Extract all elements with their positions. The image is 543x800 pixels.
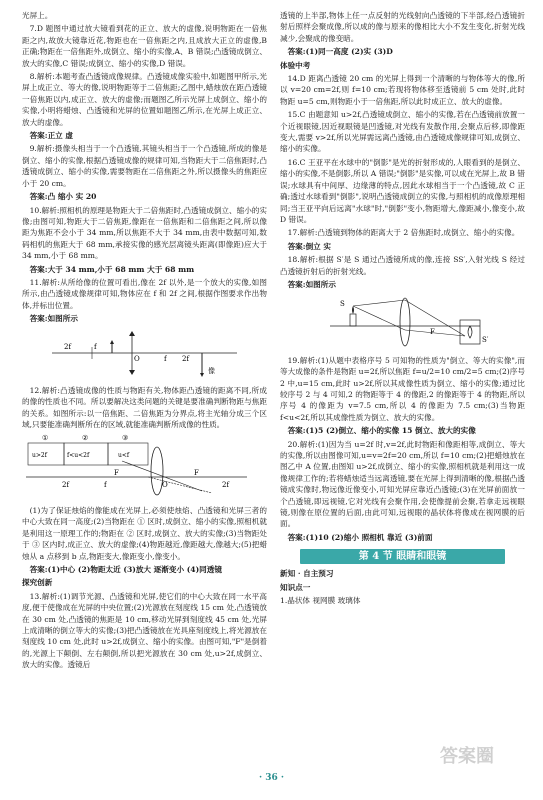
answer-17-result: 答案:倒立 实	[287, 241, 332, 251]
lens-figure-2	[22, 433, 267, 502]
answer-17: 17.解析:凸透镜到物体的距离大于 2 倍焦距时,成倒立、缩小的实像。	[287, 228, 520, 238]
label-f-left: f	[94, 342, 97, 351]
axis-f-left: f	[104, 480, 107, 489]
knowledge-point-heading: 知识点一	[280, 582, 311, 592]
lens-diagram-1	[22, 327, 267, 379]
axis-F-right: F	[194, 468, 199, 477]
answer-8: 8.解析:本题考查凸透镜成像规律。凸透镜成像实验中,如题图甲所示,光屏上成正立、等大的像,说明物距等于二倍焦距;乙图中,蜡烛放在距凸透镜一倍焦距以内,成正立、放大的虚像;而题图乙所示光屏上成倒立、缩小的实像,小明将蜡烛、凸透镜和光屏的位置如题图乙所示,在光屏上成正立、放大的虚像。	[22, 72, 267, 127]
page-number: · 36 ·	[258, 773, 285, 783]
answer-18-result: 答案:如图所示	[287, 279, 336, 289]
region-1-label: ①	[42, 433, 49, 442]
answer-13-result: 答案:(1)同一高度 (2)实 (3)D	[287, 47, 393, 57]
paragraph: 光屏上。	[22, 11, 53, 20]
answer-20: 20.解析:(1)因为当 u=2f 时,v=2f,此时物距和像距相等,成倒立、等大的实像,所以由图像可知,u=v=2f=20 cm,所以 f=10 cm;(2)把蜡烛放在图乙中 A 位置,由图知 u>2f,成倒立、缩小的实像,照相机就是利用这一成像规律工作的;若将蜡烛适当远离透镜,要在光屏上得到清晰的像,根据凸透镜成实像时,物远像近像变小,可知光屏应靠近凸透镜;(3)在光屏前面放一个凸透镜,即远视镜,它对光线有会聚作用,会使像提前会聚,若拿走远视眼镜,则像在原位置的后面,由此可知,远视眼的晶状体将像成在视网膜的后面。	[280, 439, 525, 529]
paragraph: 透镜的上半部,物体上任一点反射的光线射向凸透镜的下半部,经凸透镜折射后照样会聚成像,所以成的像与原来的像相比大小不发生变化,折射光线减少,会聚成的像变暗。	[280, 11, 525, 43]
label-f-right: f	[164, 354, 167, 363]
answer-7: 7.D 题图中通过放大镜看到花的正立、放大的虚像,说明物距在一倍焦距之内,故放大镜靠近花,物距也在一倍焦距之内,且成放大正立的虚像,B 正确;物距在一倍焦距外,成倒立、缩小的实像,A、B 错误;凸透镜成倒立、放大的实像,C 错误;成倒立、缩小的实像,D 错误。	[22, 24, 267, 68]
point-s-prime: S′	[482, 336, 489, 345]
answer-18: 18.解析:根据 S′是 S 通过凸透镜所成的像,连接 SS′,入射光线 S 经过凸透镜折射后的折射光线。	[280, 255, 525, 276]
lens-diagram-2	[22, 433, 267, 499]
label-image: 像	[208, 366, 215, 375]
answer-8-result: 答案:正立 虚	[29, 131, 74, 141]
left-column	[22, 10, 267, 673]
axis-o: O	[162, 480, 168, 489]
answer-11: 11.解析:从所给像的位置可看出,像在 2f 以外,是一个放大的实像,如图所示,由凸透镜成像规律可知,物体应在 f 和 2f 之间,根据作图要求作出物体,并标出位置。	[22, 277, 267, 310]
answer-19: 19.解析:(1)从题中表格序号 5 可知物的性质为"倒立、等大的实像",而等大成像的条件是物距 u=2f,所以焦距 f=u/2=10 cm/2=5 cm;(2)序号 2 中,u=15 cm,此时 u>2f,所以其成像性质为倒立、缩小的实像;通过比较序号 2 与 4 可知,2 的物距等于 4 的像距,2 的像距等于 4 的物距,所以序号 4 的像距为 v=7.5 cm,所以 4 的像距为 7.5 cm;(3)当物距 f<u<2f,所以其成像性质为倒立、放大的实像。	[280, 355, 525, 422]
answer-19-result: 答案:(1)5 (2)倒立、缩小的实像 15 倒立、放大的实像	[287, 426, 476, 436]
point-s: S	[340, 300, 345, 309]
answer-12: 12.解析:凸透镜成像的性质与物距有关,物体距凸透镜的距离不同,所成的像的性质也不同。所以要解决这类问题的关键是要准确判断物距与焦距的关系。如图所示:以一倍焦距、二倍焦距为分界点,将主光轴分成三个区域,只要能准确判断所在的区域,就能准确判断所成像的性质。	[22, 385, 267, 430]
region-2-label: ②	[82, 433, 89, 442]
answer-9-result: 答案:凸 缩小 实 20	[29, 192, 97, 202]
answer-11-result: 答案:如图所示	[29, 314, 78, 324]
section-heading-explore: 探究创新	[22, 578, 53, 588]
region-3-condition: u<f	[118, 451, 130, 459]
answer-20-result: 答案:(1)10 (2)缩小 照相机 靠近 (3)前面	[287, 532, 433, 542]
answer-16: 16.C 王亚平在水球中的"倒影"是光的折射形成的,人眼看到的是倒立、缩小的实像,不是倒影,所以 A 错误;"倒影"是实像,可以成在光屏上,故 B 错误;水球具有中间厚、边缘薄的特点,因此水球相当于一个凸透镜,故 C 正确;透过水球看到"倒影",说明凸透镜成倒立的实像,与照相机的成像原理相同;当王亚平向后远离"水球"时,"倒影"变小,物距增大,像距减小,像变小,故 D 错误。	[280, 157, 525, 224]
knowledge-point-answer: 1.晶状体 视网膜 玻璃体	[280, 596, 361, 606]
label-2f-right: 2f	[182, 354, 190, 363]
answer-10-result: 答案:大于 34 mm,小于 68 mm 大于 68 mm	[29, 264, 195, 274]
axis-F-left: F	[114, 468, 119, 477]
region-3-label: ③	[122, 433, 129, 442]
answer-14: 14.D 距离凸透镜 20 cm 的光屏上得到一个清晰的与物体等大的像,所以 v=20 cm=2f,则 f=10 cm;若现将物体移至透镜前 5 cm 处时,此时物距 u=5 cm,则物距小于一倍焦距,所以此时成正立、放大的虚像。	[280, 74, 525, 106]
point-f: F	[430, 328, 435, 337]
answer-9: 9.解析:摄像头相当于一个凸透镜,其镜头相当于一个凸透镜,所成的像是倒立、缩小的实像,根据凸透镜成像的规律可知,当物距大于二倍焦距时,凸透镜成倒立、缩小的实像,需要物距在二倍焦距之外,所以摄像头的焦距应小于 20 cm。	[22, 144, 267, 188]
answer-12-result: 答案:(1)中心 (2)物距太近 (3)放大 逐渐变小 (4)同透镜	[29, 565, 222, 575]
label-o: O	[134, 354, 140, 363]
region-2-condition: f<u<2f	[67, 451, 90, 459]
section-banner: 第 4 节 眼睛和眼镜	[300, 549, 505, 564]
watermark-logo: 答案圈	[440, 746, 494, 767]
lens-figure-1	[22, 327, 267, 382]
axis-2f-right: 2f	[222, 480, 230, 489]
lens-diagram-3	[280, 292, 525, 348]
answer-10: 10.解析:照相机的原理是物距大于二倍焦距时,凸透镜成倒立、缩小的实像;由图可知,物距大于二倍焦距,像距在一倍焦距和二倍焦距之间,所以像距为焦距不会小于 34 mm,所以焦距不大于 34 mm,由表中数据可知,数码相机的焦距大于 68 mm,承接实像的感光层离镜头距离(即像距)应大于 34 mm,小于 68 mm。	[22, 205, 267, 261]
right-column	[280, 10, 525, 608]
lens-figure-3	[280, 292, 525, 351]
preview-heading: 新知 · 自主预习	[280, 569, 334, 579]
answer-15: 15.C 由题意知 u>2f,凸透镜成倒立、缩小的实像,若在凸透镜前放置一个近视眼镜,因近视眼镜是凹透镜,对光线有发散作用,会聚点后移,即像距变大,需要 v>2f,所以光屏需远离凸透镜,由凸透镜成像规律可知,成倒立、缩小的实像。	[280, 110, 525, 154]
axis-2f-left: 2f	[62, 480, 70, 489]
section-heading-exam: 体验中考	[280, 60, 311, 70]
region-1-condition: u>2f	[32, 451, 47, 459]
answer-12-detail: (1)为了保证烛焰的像能成在光屏上,必须使烛焰、凸透镜和光屏三者的中心大致在同一高度;(2)当物距在 ① 区时,成倒立、缩小的实像,照相机就是利用这一原理工作的;物距在 ② 区时,成倒立、放大的实像;(3)当物距处于 ③ 区内时,成正立、放大的虚像;(4)物距越近,像距越大,像越大;(5)把蜡烛从 a 点移到 b 点,物距变大,像距变小,像变小。	[22, 506, 267, 561]
label-2f-left: 2f	[64, 342, 72, 351]
answer-13: 13.解析:(1)调节光源、凸透镜和光屏,使它们的中心大致在同一水平高度,便于使像成在光屏的中央位置;(2)光源放在刻度线 15 cm 处,凸透镜放在 30 cm 处,凸透镜的焦距是 10 cm,移动光屏到刻度线 45 cm 处,光屏上成清晰的倒立等大的实像;(3)把凸透镜放在光具座刻度线上,将光源放在刻度线 10 cm 处,此时 u>2f,成倒立、缩小的实像。由图可知,"F"是倒着的,光源上下颠倒、左右颠倒,所以把光源放在 30 cm 处,u>2f,成倒立、放大的实像。透镜后	[22, 591, 267, 670]
